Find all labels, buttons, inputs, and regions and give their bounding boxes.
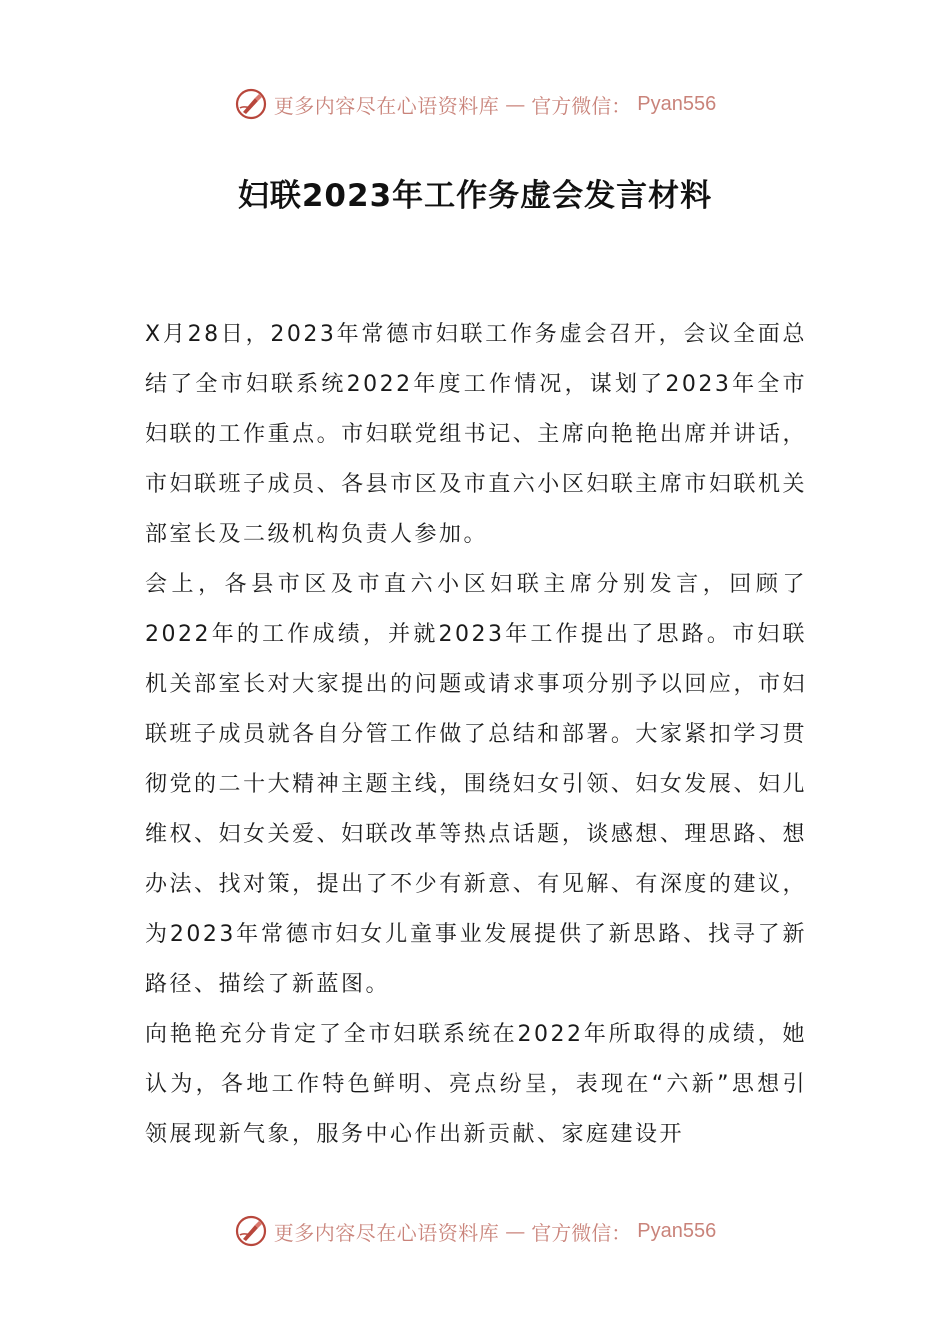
watermark-separator: — [505,1219,526,1243]
watermark-contact-label: 官方微信： [531,1220,632,1245]
watermark-separator: — [505,92,526,116]
document-title: 妇联2023年工作务虚会发言材料 [237,178,713,214]
paragraph-1: X月28日，2023年常德市妇联工作务虚会召开，会议全面总结了全市妇联系统2022年度工作情况，谋划了2023年全市妇联的工作重点。市妇联党组书记、主席向艳艳出席并讲话，市妇联班子成员、各县市区及市直六小区妇联主席市妇联机关部室长及二级机构负责人参加。 [145,322,807,547]
paragraph-3: 向艳艳充分肯定了全市妇联系统在2022年所取得的成绩，她认为，各地工作特色鲜明、亮点纷呈，表现在“六新”思想引领展现新气象，服务中心作出新贡献、家庭建设开 [145,1022,807,1147]
watermark-contact-id: Pyan556 [637,1219,717,1242]
watermark-contact-id: Pyan556 [637,92,717,115]
footer-watermark [0,1211,950,1251]
document-body [145,310,807,1160]
watermark-contact-label: 官方微信： [531,93,632,118]
paragraph-2: 会上，各县市区及市直六小区妇联主席分别发言，回顾了2022年的工作成绩，并就2023年工作提出了思路。市妇联机关部室长对大家提出的问题或请求事项分别予以回应，市妇联班子成员就各自分管工作做了总结和部署。大家紧扣学习贯彻党的二十大精神主题主线，围绕妇女引领、妇女发展、妇儿维权、妇女关爱、妇联改革等热点话题，谈感想、理思路、想办法、找对策，提出了不少有新意、有见解、有深度的建议，为2023年常德市妇女儿童事业发展提供了新思路、找寻了新路径、描绘了新蓝图。 [145,572,807,997]
header-watermark [0,84,950,124]
watermark-text: 更多内容尽在心语资料库 [273,93,500,118]
watermark-text: 更多内容尽在心语资料库 [273,1220,500,1245]
pen-logo-icon [234,1214,268,1248]
pen-logo-icon [234,87,268,121]
